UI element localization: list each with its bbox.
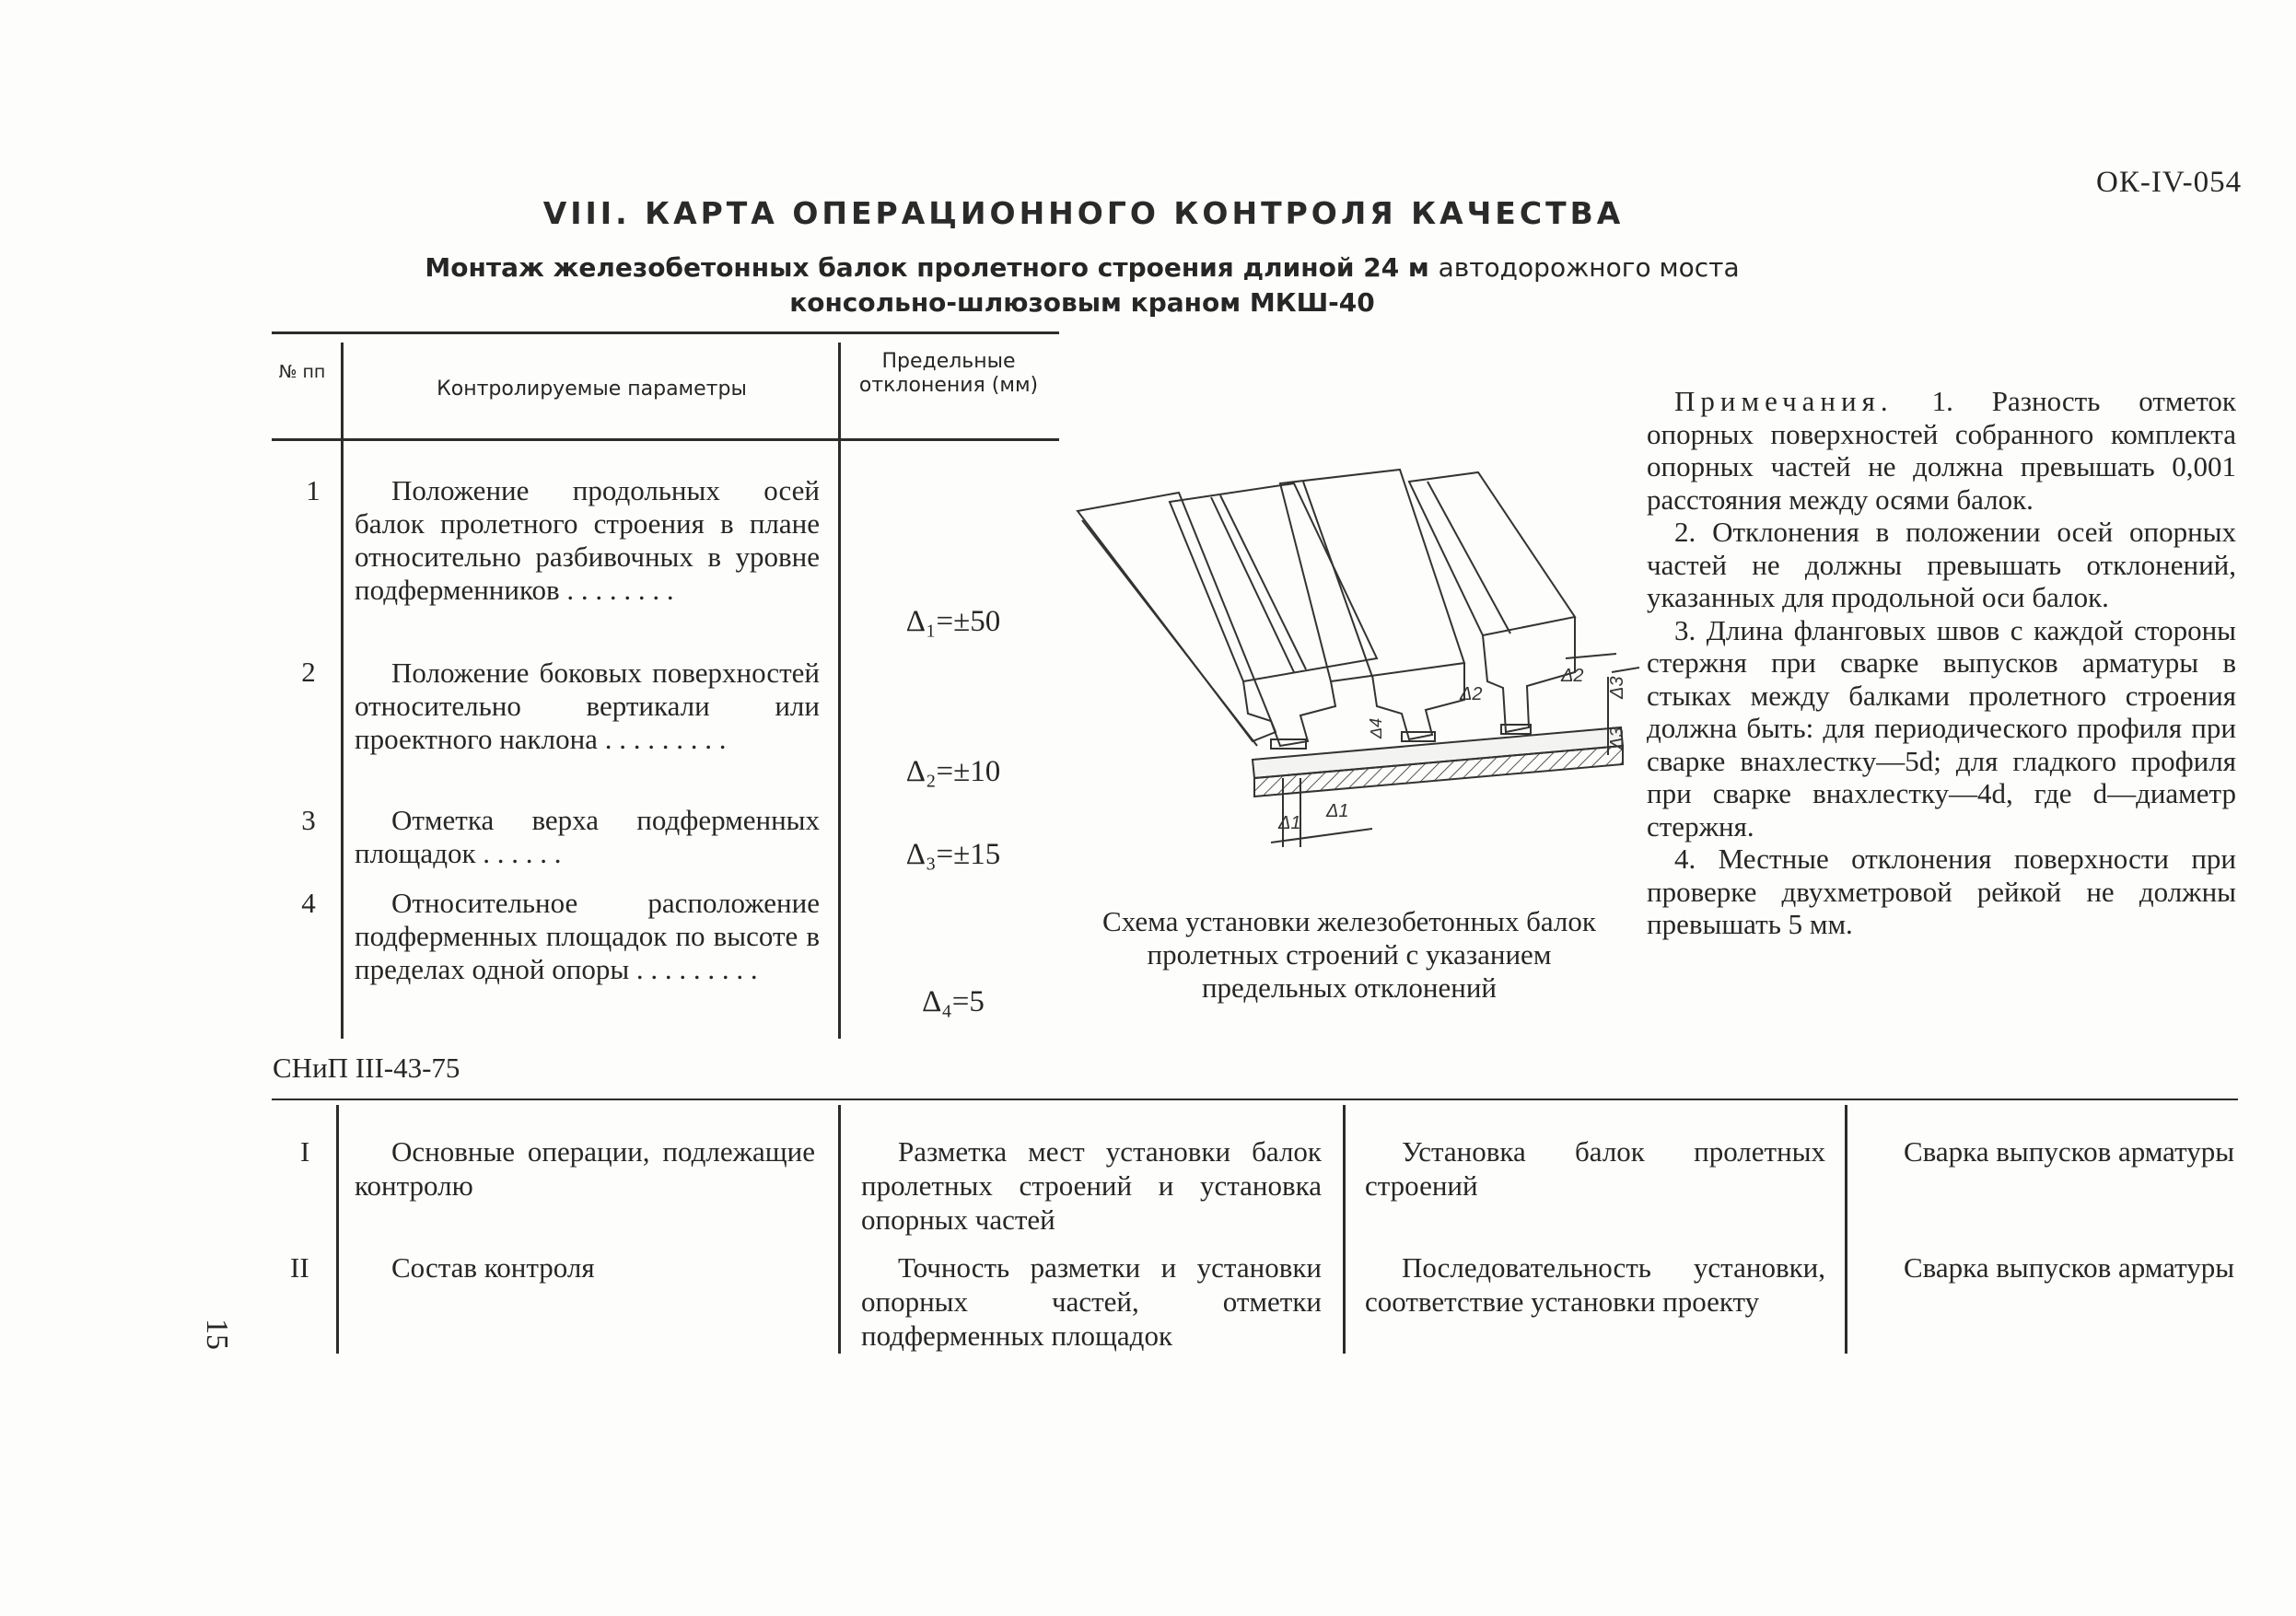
document-code: ОК-IV-054 [2096,166,2243,199]
row-2-param: Положение боковых поверхностей относительно вертикали или проектного наклона . . . . . . . . . [355,657,820,755]
subtitle-line1-a: Монтаж железобетонных балок пролетного строения длиной 24 м [425,252,1429,283]
table-top-rule [272,331,1059,334]
note-3: 3. Длина фланговых швов с каждой стороны стержня при сварке выпусков арматуры в стыках между балками пролетного строения должна быть: для периодического профиля при сварке внахлестку—5d; для гладкого профиля при сварке внахлестку—4d, где d—диаметр стержня. [1647,613,2236,843]
table-col-divider-1 [341,343,344,1039]
bottom-row-2-c1: Точность разметки и установки опорных частей, отметки подферменных площадок [861,1251,1322,1352]
table-header-rule [272,438,1059,441]
page-subtitle [368,250,1796,320]
bottom-col-divider-2 [838,1105,841,1354]
bottom-col-divider-1 [336,1105,339,1354]
row-4-param: Относительное расположение подферменных площадок по высоте в пределах одной опоры . . . . . . . . . [355,887,820,985]
page-title [0,195,2296,231]
bottom-row-1-num: I [300,1135,310,1168]
row-3-num: 3 [301,804,316,836]
note-1-text: 1. Разность отметок опорных поверхностей собранного комплекта опорных частей не должна превышать 0,001 расстояния между осями балок. [1647,385,2236,516]
row-3-param: Отметка верха подферменных площадок . . . . . . [355,804,820,869]
bottom-row-1-label: Основные операции, подлежащие контролю [355,1135,815,1202]
bottom-table-rule [272,1099,2238,1100]
bottom-row-1-c1: Разметка мест установки балок пролетных строений и установка опорных частей [861,1135,1322,1236]
note-4: 4. Местные отклонения поверхности при проверке двухметровой рейкой не должны превышать 5 мм. [1647,843,2236,940]
label-delta4: Δ4 [1367,717,1385,738]
bottom-col-divider-3 [1343,1105,1346,1354]
bottom-col-divider-4 [1845,1105,1847,1354]
bottom-row-2-num: II [290,1251,309,1284]
label-delta1-b: Δ1 [1326,801,1349,821]
row-3-deviation: Δ₃=±15 [905,838,1001,871]
row-1-param: Положение продольных осей балок пролетного строения в плане относительно разбивочных в уровне подферменников . . . . . . . . [355,474,820,606]
bottom-row-2-c2: Последовательность установки, соответствие установки проекту [1365,1251,1825,1318]
row-2-deviation: Δ₂=±10 [905,755,1001,788]
subtitle-line2: консольно-шлюзовым краном МКШ-40 [789,287,1375,318]
subtitle-line1-b: автодорожного моста [1438,252,1740,283]
bottom-row-2-c3: Сварка выпусков арматуры [1904,1251,2235,1284]
figure-caption: Схема установки железобетонных балок пролетных строений с указанием предельных отклонений [1102,905,1596,1004]
header-params: Контролируемые параметры [437,378,747,401]
page-number: 15 [200,1319,234,1350]
snip-reference: СНиП III-43-75 [273,1052,460,1084]
bottom-row-1-c2: Установка балок пролетных строений [1365,1135,1825,1202]
header-num: № пп [278,362,326,382]
bottom-row-2-label: Состав контроля [391,1251,595,1284]
page-title-text: VIII. КАРТА ОПЕРАЦИОННОГО КОНТРОЛЯ КАЧЕСТВА [542,195,1625,231]
note-1 [1647,385,2236,516]
label-delta3-a: Δ3 [1607,676,1627,699]
bottom-row-1-c3: Сварка выпусков арматуры [1904,1135,2235,1168]
table-col-divider-2 [838,343,841,1039]
row-2-num: 2 [301,656,316,688]
notes-heading: Примечания. [1674,385,1894,417]
row-1-num: 1 [306,474,321,506]
row-4-num: 4 [301,887,316,919]
label-delta1-a: Δ1 [1278,813,1301,833]
notes-block [1647,385,2236,941]
label-delta2-b: Δ2 [1561,666,1584,686]
label-delta3-b: Δ3 [1607,727,1627,750]
row-4-deviation: Δ₄=5 [922,985,985,1018]
beam-installation-diagram [1059,465,1649,870]
header-deviation: Предельные отклонения (мм) [858,350,1039,397]
row-1-deviation: Δ₁=±50 [905,605,1001,638]
label-delta2-a: Δ2 [1460,684,1483,704]
note-2: 2. Отклонения в положении осей опорных частей не должны превышать отклонений, указанных для продольной оси балок. [1647,516,2236,613]
